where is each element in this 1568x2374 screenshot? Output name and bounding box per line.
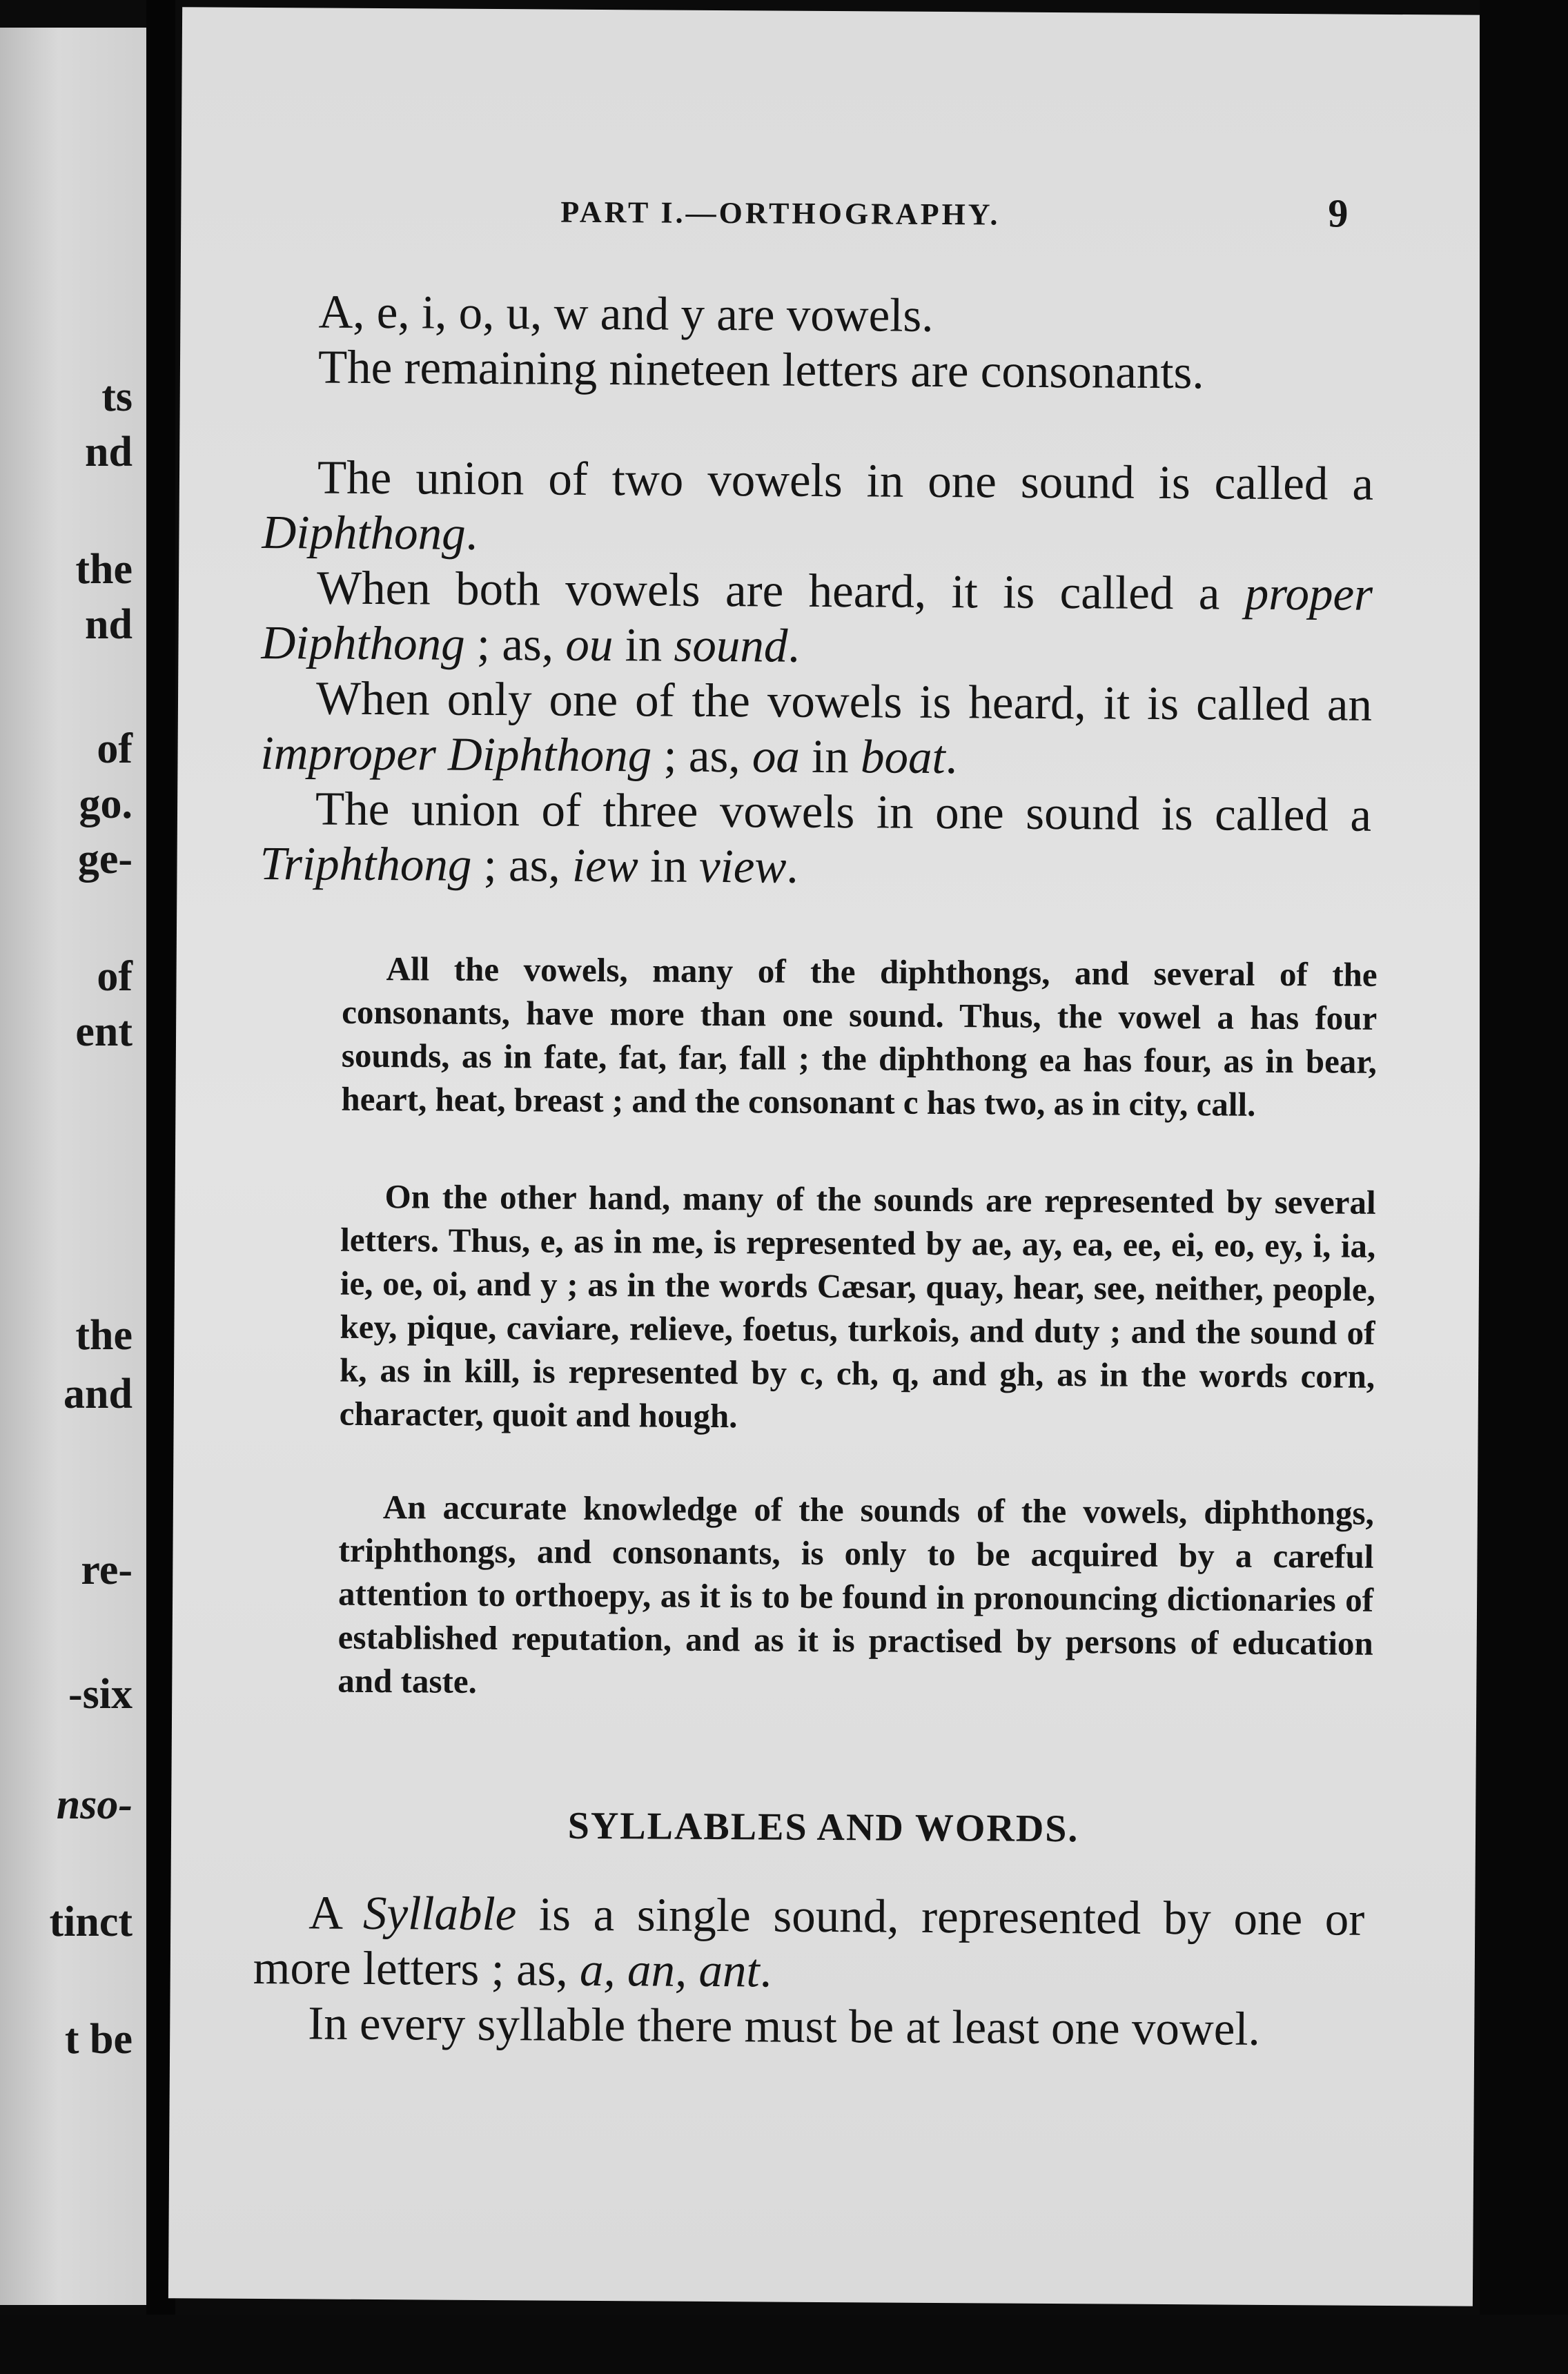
paragraph-text: The union of two vowels in one sound is called a (317, 451, 1374, 510)
example: iew (571, 838, 639, 892)
paragraph-text: ; as, (651, 729, 753, 783)
paragraph-proper-diphthong (261, 560, 1373, 677)
note-multiple-sounds: All the vowels, many of the diphthongs, and several of the consonants, have more than one sound. Thus, the vowel a has four sounds, as in fate, fat, far, fall ; the diphthong ea has four, as in bear, heart, heat, breast ; and the consonant c has two, as in city, call. (341, 950, 1378, 1124)
paragraph-text: A (308, 1886, 364, 1939)
example: oa (752, 729, 801, 783)
paragraph-text: . (465, 507, 478, 560)
paragraph-vowels (263, 284, 1374, 346)
paragraph-text: The remaining nineteen letters are consonants. (317, 340, 1204, 399)
paragraph-vowel-rule (253, 1995, 1364, 2057)
paragraph-text: . (759, 1944, 772, 1997)
previous-page-fragment: the (75, 546, 133, 593)
paragraph-text: When both vowels are heard, it is called a (316, 561, 1245, 620)
example: a, an, ant (579, 1943, 760, 1997)
paragraph-consonants (263, 339, 1374, 401)
section-heading: SYLLABLES AND WORDS. (567, 1804, 1079, 1851)
paragraph-text: A, e, i, o, u, w and y are vowels. (318, 285, 934, 342)
paragraph-text: is a single sound, represented by one or more letters ; as, (253, 1887, 1365, 1996)
previous-page-fragment: and (63, 1371, 133, 1417)
paragraph-text: ; as, (471, 838, 573, 892)
previous-page-fragment: of (97, 725, 133, 772)
term: improper Diphthong (260, 726, 652, 782)
paragraph-text: The union of three vowels in one sound is called a (315, 782, 1372, 841)
previous-page-fragment: ts (101, 373, 133, 420)
paragraph-text: When only one of the vowels is heard, it is called an (315, 671, 1373, 731)
paragraph-text: in (613, 618, 674, 671)
term: Triphthong (259, 836, 472, 891)
example: view (698, 839, 787, 893)
previous-page-fragment: ge- (77, 836, 133, 883)
paragraph-text: in (638, 839, 700, 892)
previous-page-fragment: nso- (56, 1781, 133, 1828)
term: Syllable (362, 1886, 517, 1941)
previous-page-fragment: tinct (49, 1899, 133, 1945)
paragraph-triphthong (259, 781, 1371, 898)
previous-page-fragment: the (75, 1312, 133, 1359)
paragraph-text: . (786, 840, 798, 893)
page-number: 9 (1328, 190, 1349, 236)
paragraph-improper-diphthong (260, 670, 1372, 787)
previous-page-fragment: re- (81, 1547, 133, 1593)
term: proper Diphthong (261, 567, 1373, 670)
scan-border-right (1480, 0, 1568, 2374)
previous-page-fragment: go. (79, 781, 133, 827)
example: ou (565, 618, 614, 671)
term: Diphthong (262, 505, 466, 560)
previous-page-fragment: ent (75, 1008, 133, 1055)
paragraph-text: . (945, 731, 958, 784)
paragraph-text: . (787, 619, 800, 672)
previous-page-fragment: nd (85, 429, 133, 475)
note-represented-sounds: On the other hand, many of the sounds are represented by several letters. Thus, e, as in me, is represented by ae, ay, ea, ee, ei, eo, ey, i, ia, ie, oe, oi, and y ; as in the words Cæsar, quay, hear, see, neither, people, key, pique, caviare, relieve, foetus, turkois, and duty ; and the sound of k, as in kill, is represented by c, ch, q, and gh, as in the words corn, character, quoit and hough. (339, 1177, 1376, 1435)
previous-page-fragment: of (97, 953, 133, 1000)
paragraph-text: In every syllable there must be at least one vowel. (308, 1997, 1261, 2055)
paragraph-diphthong (262, 449, 1373, 567)
scan-border-bottom (0, 2315, 1568, 2374)
previous-page-fragment: nd (85, 601, 133, 648)
example: sound (674, 618, 788, 672)
previous-page-fragment: t be (64, 2016, 133, 2063)
paragraph-syllable (253, 1885, 1365, 2002)
previous-page-fragment: -six (68, 1671, 133, 1718)
paragraph-text: ; as, (464, 617, 566, 671)
previous-page-edge (0, 28, 146, 2305)
paragraph-text: in (799, 729, 861, 783)
example: boat (860, 730, 945, 784)
note-orthoepy: An accurate knowledge of the sounds of the vowels, diphthongs, triphthongs, and consonants, is only to be acquired by a careful attention to orthoepy, as it is to be found in pronouncing dictionaries of established reputation, and as it is practised by persons of education and taste. (337, 1488, 1375, 1700)
running-head: PART I.—ORTHOGRAPHY. (560, 195, 1001, 232)
book-page (168, 7, 1487, 2306)
